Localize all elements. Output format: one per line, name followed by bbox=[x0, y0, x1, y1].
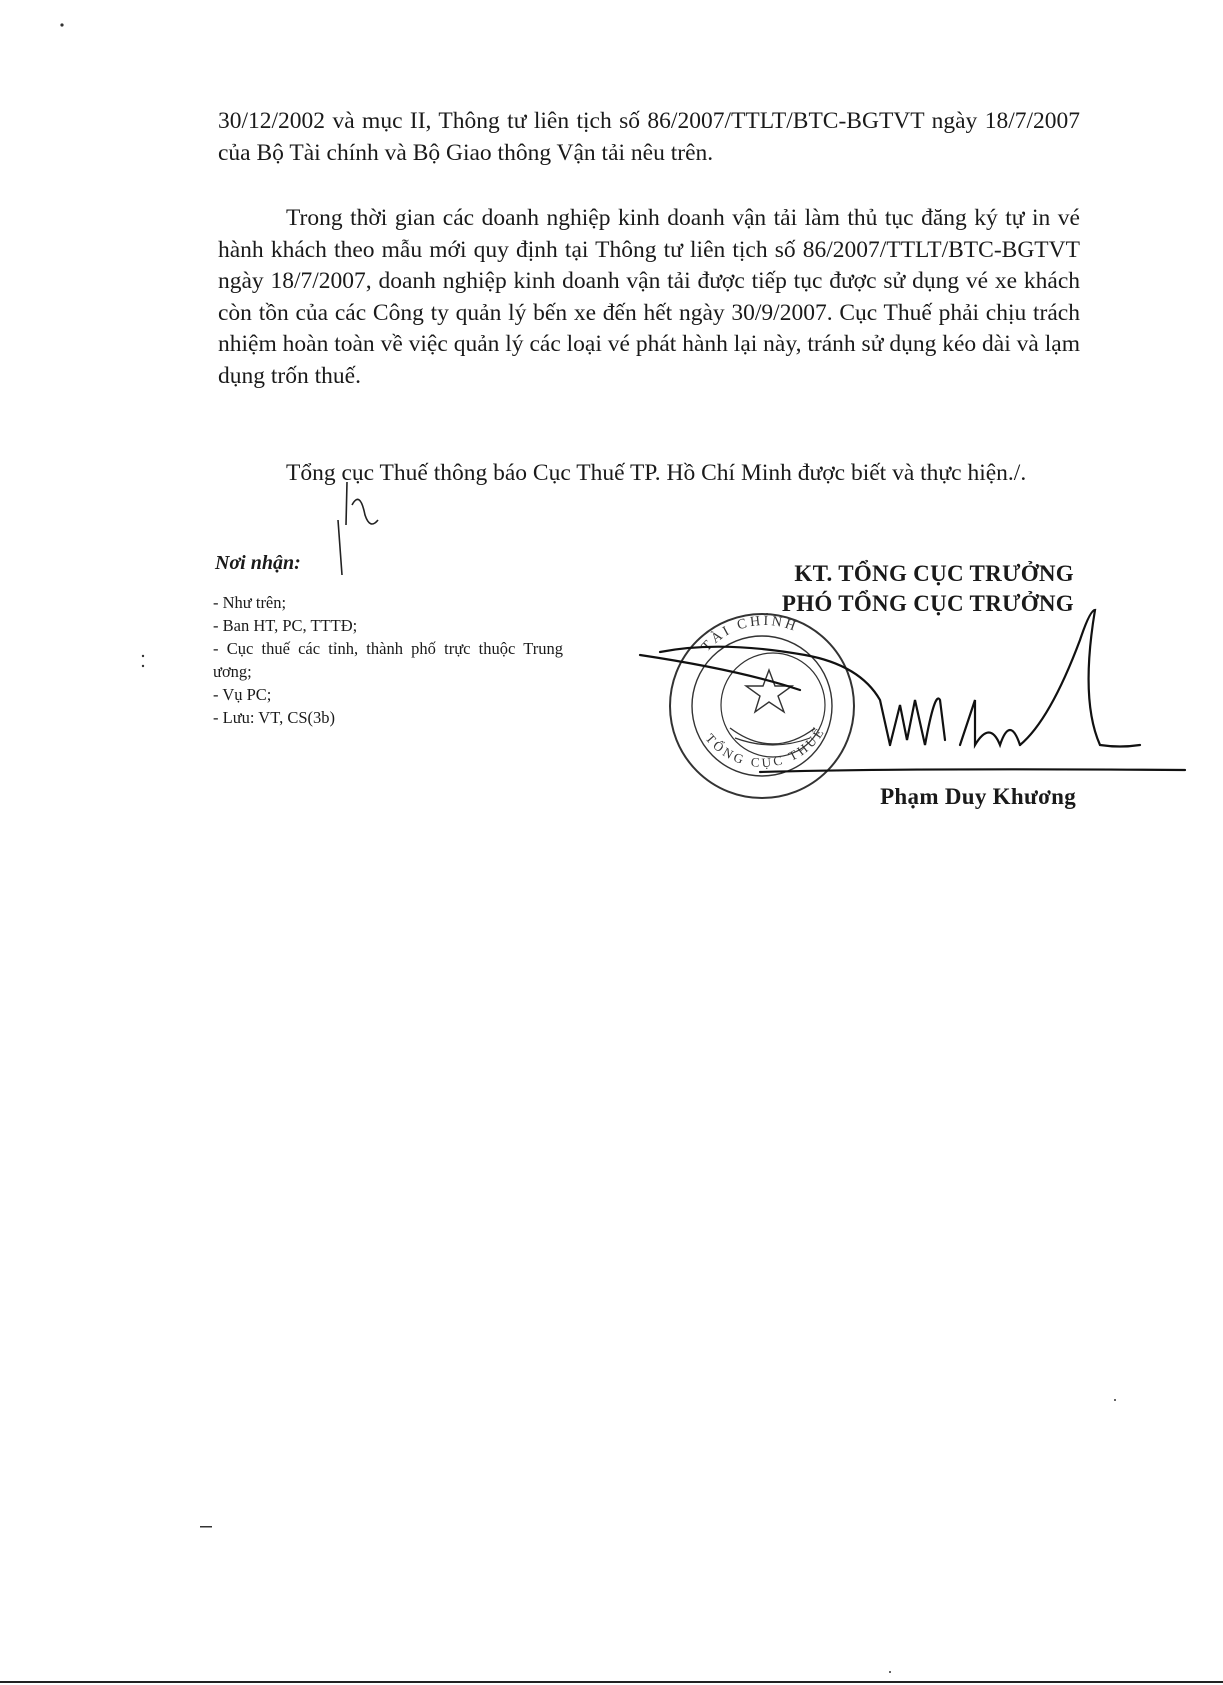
paragraph-continuation: 30/12/2002 và mục II, Thông tư liên tịch số 86/2007/TTLT/BTC-BGTVT ngày 18/7/2007 của Bộ Tài chính và Bộ Giao thông Vận tải nêu trên. bbox=[218, 108, 1080, 166]
scan-specks bbox=[60, 23, 1116, 1673]
signature-title-line-1: KT. TỔNG CỤC TRƯỞNG bbox=[794, 561, 1074, 586]
recipient-item: - Ban HT, PC, TTTĐ; bbox=[213, 616, 358, 635]
initials-mark-icon bbox=[338, 482, 378, 575]
recipient-item: - Lưu: VT, CS(3b) bbox=[213, 708, 335, 727]
recipients-title: Nơi nhận: bbox=[215, 552, 301, 574]
paragraph-notification: Tổng cục Thuế thông báo Cục Thuế TP. Hồ Chí Minh được biết và thực hiện./. bbox=[286, 460, 1027, 486]
svg-text:TÀI CHÍNH: TÀI CHÍNH bbox=[699, 613, 801, 655]
signature-title-line-2: PHÓ TỔNG CỤC TRƯỞNG bbox=[781, 591, 1074, 616]
recipient-item: - Vụ PC; bbox=[213, 685, 272, 704]
signer-name: Phạm Duy Khương bbox=[880, 784, 1076, 809]
svg-text:TỔNG CỤC THUẾ: TỔNG CỤC THUẾ bbox=[702, 723, 829, 771]
paragraph-ticket-transition: Trong thời gian các doanh nghiệp kinh doanh vận tải làm thủ tục đăng ký tự in vé hành khách theo mẫu mới quy định tại Thông tư liên tịch số 86/2007/TTLT/BTC-BGTVT ngày 18/7/2007, doanh nghiệp kinh doanh vận tải được tiếp tục được sử dụng vé xe khách còn tồn của các Công ty quản lý bến xe đến hết ngày 30/9/2007. Cục Thuế phải chịu trách nhiệm hoàn toàn về việc quản lý các loại vé phát hành lại này, tránh sử dụng kéo dài và lạm dụng trốn thuế. bbox=[218, 205, 1080, 389]
page-bottom-edge bbox=[0, 1681, 1223, 1683]
recipient-item: - Như trên; bbox=[213, 593, 287, 612]
recipient-item: - Cục thuế các tỉnh, thành phố trực thuộc Trung ương; bbox=[213, 639, 563, 681]
